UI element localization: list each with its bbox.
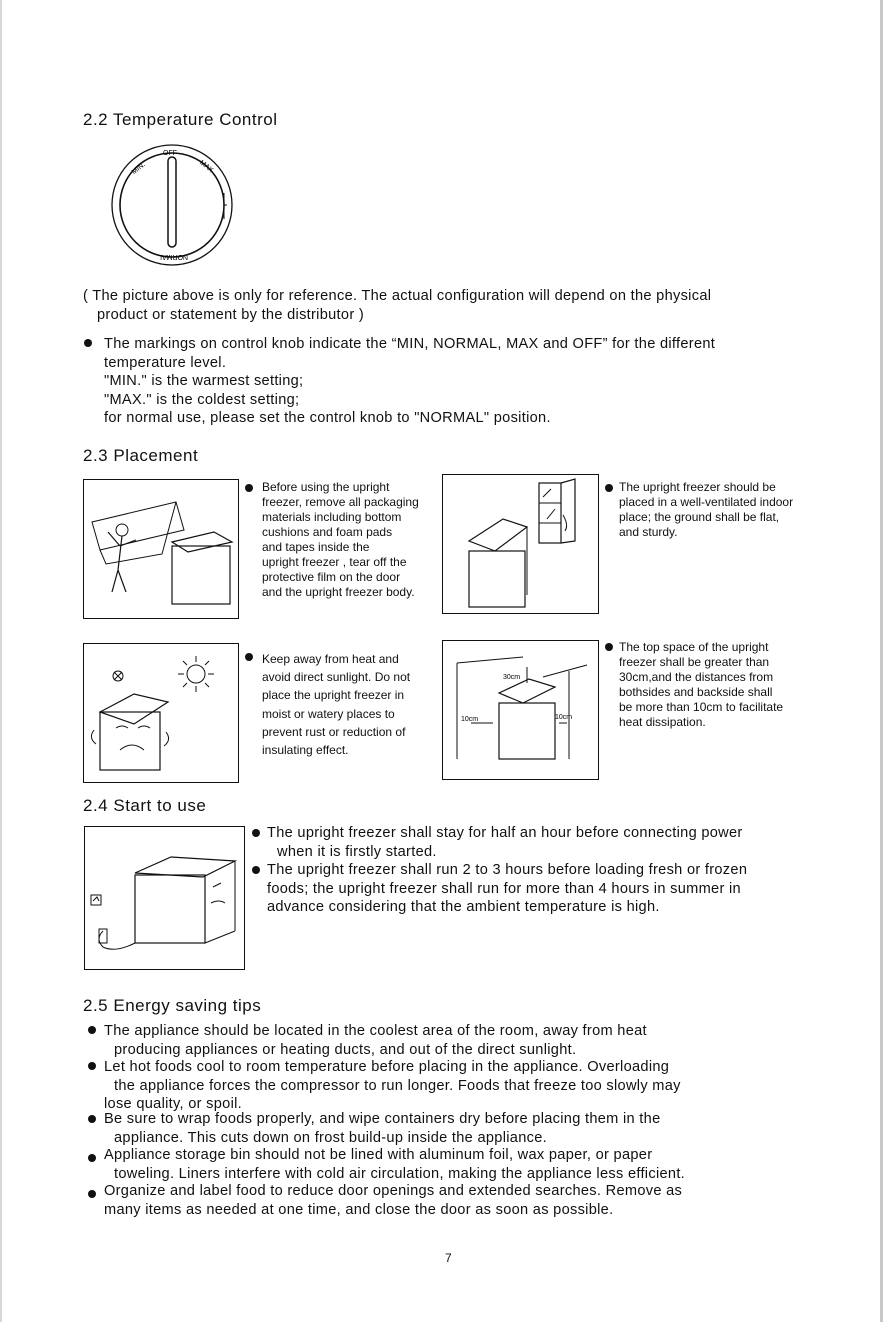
reference-note: ( The picture above is only for reference. The actual configuration will depend on the physical product or statement by the distributor ) <box>83 288 712 323</box>
knob-markings-text: The markings on control knob indicate the “MIN, NORMAL, MAX and OFF” for the different temperature level. "MIN." is the warmest setting; "MAX." is the coldest setting; for normal use, please set the control knob to "NORMAL" position. <box>104 336 716 427</box>
start-loading-text: The upright freezer shall run 2 to 3 hours before loading fresh or frozen foods; the upright freezer shall run for more than 4 hours in summer in advance considering that the ambient temperature is high. <box>267 862 748 916</box>
clearance-right-label: 10cm <box>555 714 573 721</box>
energy-wrap-foods-text: Be sure to wrap foods properly, and wipe containers dry before placing them in the appliance. This cuts down on frost build-up inside the appliance. <box>104 1111 661 1146</box>
bullet-dot <box>88 1190 96 1198</box>
heat-sunlight-illustration <box>83 643 239 783</box>
bullet-dot <box>88 1026 96 1034</box>
clearance-top-label: 30cm <box>503 674 521 681</box>
bullet-dot <box>88 1062 96 1070</box>
energy-location-text: The appliance should be located in the coolest area of the room, away from heat producing appliances or heating ducts, and out of the direct sunlight. <box>104 1023 647 1058</box>
page-number: 7 <box>445 1251 452 1265</box>
power-connection-illustration <box>84 826 245 970</box>
clearance-left-label: 10cm <box>461 716 479 723</box>
placement-heat-text: Keep away from heat and avoid direct sunlight. Do not place the upright freezer in moist or watery places to prevent rust or reduction of insulating effect. <box>262 652 411 758</box>
knob-label-max: MAX <box>198 159 215 175</box>
placement-unpack-text: Before using the upright freezer, remove all packaging materials including bottom cushions and foam pads and tapes inside the upright freezer , tear off the protective film on the door and the upright freezer body. <box>262 480 419 599</box>
knob-label-normal: NORMAL <box>158 253 188 260</box>
bullet-dot <box>252 829 260 837</box>
bullet-dot <box>605 484 613 492</box>
bullet-dot <box>245 653 253 661</box>
energy-organize-text: Organize and label food to reduce door openings and extended searches. Remove as many items as needed at one time, and close the door as soon as possible. <box>104 1183 683 1218</box>
heading-energy-saving: 2.5 Energy saving tips <box>83 996 262 1015</box>
bullet-dot <box>245 484 253 492</box>
heading-temperature-control: 2.2 Temperature Control <box>83 110 278 129</box>
energy-storage-bin-text: Appliance storage bin should not be lined with aluminum foil, wax paper, or paper toweling. Liners interfere with cold air circulation, making the appliance less efficient. <box>104 1147 686 1182</box>
unpacking-illustration <box>83 479 239 619</box>
placement-ventilation-text: The upright freezer should be placed in a well-ventilated indoor place; the ground shall be flat, and sturdy. <box>619 480 794 539</box>
ventilated-room-illustration <box>442 474 599 614</box>
clearance-illustration <box>442 640 599 780</box>
placement-clearance-text: The top space of the upright freezer shall be greater than 30cm,and the distances from bothsides and backside shall be more than 10cm to facilitate heat dissipation. <box>619 640 784 729</box>
heading-placement: 2.3 Placement <box>83 446 199 465</box>
energy-hot-foods-text: Let hot foods cool to room temperature before placing in the appliance. Overloading the appliance forces the compressor to run longer. Foods that freeze too slowly may lose quality, or spoil. <box>104 1059 681 1113</box>
bullet-dot <box>605 643 613 651</box>
bullet-dot <box>88 1154 96 1162</box>
bullet-dot <box>252 866 260 874</box>
heading-start-to-use: 2.4 Start to use <box>83 796 207 815</box>
knob-label-min: MIN. <box>130 161 147 177</box>
control-knob-illustration <box>106 143 238 267</box>
knob-label-off: OFF <box>163 150 177 157</box>
page-edge-left <box>0 0 2 1322</box>
bullet-dot <box>84 339 92 347</box>
start-standing-text: The upright freezer shall stay for half an hour before connecting power when it is firstly started. <box>267 825 743 860</box>
bullet-dot <box>88 1115 96 1123</box>
